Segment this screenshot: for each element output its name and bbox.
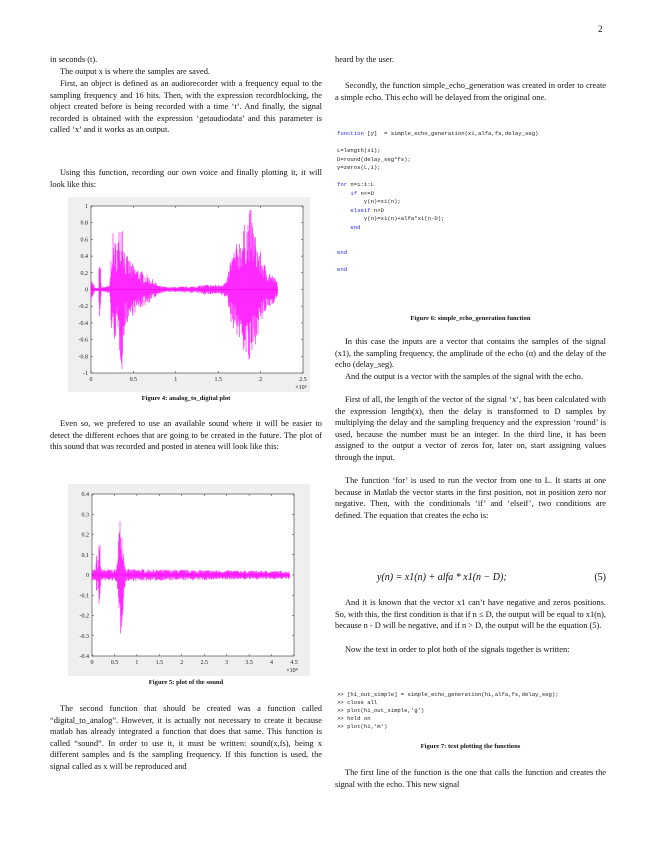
y-tick-label: -0.8 — [78, 354, 88, 361]
code-line — [337, 181, 538, 190]
code-line: >> plot(hi_out_simple,'g') — [337, 707, 425, 714]
x-tick-label: 2.5 — [200, 660, 208, 666]
y-tick-label: 0.3 — [81, 512, 89, 519]
equation-text: y(n) = x1(n) + alfa * x1(n − D); — [377, 572, 507, 583]
paragraph: in seconds (t). — [50, 55, 98, 64]
paragraph: First, an object is defined as an audiorecorder with a frequency equal to the sampling frequency and 16 bits. Then, with the expression recordblocking, the object created before is being recorded with a time ‘t’. And finally, the signal recorded is obtained with the expression ‘getaudiodata’ and this parameter is called ‘x’ and it works as an output. — [50, 79, 322, 135]
code-line — [337, 232, 538, 241]
code-text: n>D — [370, 206, 385, 214]
x-tick-label: 1.5 — [155, 660, 164, 666]
figure-4-chart — [68, 197, 310, 392]
paragraph: Now the text in order to plot both of the signals together is written: — [345, 645, 570, 654]
paragraph: And it is known that the vector x1 can’t have negative and zeros positions. So, with this, the first condition is that if n ≤ D, the output will be equal to x1(n), because n - D will be negative, and if n > D, the output will be the equation (5). — [335, 598, 606, 631]
code-keyword: for — [337, 181, 348, 188]
y-tick-label: 0.2 — [80, 270, 88, 277]
code-keyword: if — [337, 189, 358, 197]
y-tick-label: -0.1 — [79, 593, 89, 600]
y-tick-label: -0.2 — [79, 613, 89, 620]
y-tick-label: -0.6 — [78, 337, 88, 344]
code-line — [337, 266, 538, 275]
code-line — [337, 130, 538, 139]
code-line — [337, 147, 538, 156]
y-tick-label: 0.1 — [81, 552, 89, 559]
x-tick-label: 0.5 — [110, 660, 119, 666]
code-line — [337, 207, 538, 216]
figure-5-plot — [68, 484, 310, 676]
x-tick-label: 2 — [259, 377, 263, 383]
code-line — [337, 224, 538, 233]
code-block-simple-echo — [337, 130, 538, 275]
x-tick-label: 0.5 — [129, 377, 138, 383]
equation-number: (5) — [594, 572, 606, 583]
paragraph: Using this function, recording our own voice and finally plotting it, it will look like this: — [50, 168, 322, 189]
x-tick-label: 4.5 — [290, 660, 298, 666]
y-tick-label: -0.4 — [79, 654, 89, 660]
paragraph: heard by the user. — [335, 55, 395, 64]
x-tick-label: 4 — [270, 660, 274, 666]
code-line: >> [hi_out_simple] = simple_echo_generation(hi,alfa,fs,delay_seg); — [337, 691, 559, 698]
paragraph: First of all, the length of the vector of the signal ‘x’, has been calculated with the expression length(x), then the delay is transformed to D samples by multiplying the delay and the sampling frequency and the expression ‘round’ is used, because the number must be an integer. In the third line, it has been assigned to the output a vector of zeros for, later on, start assigning values through the input. — [335, 395, 606, 462]
x-tick-label: 2 — [180, 660, 184, 666]
x-tick-label: 1 — [135, 660, 139, 666]
paragraph: The function ‘for’ is used to run the vector from one to L. It starts at one because in Matlab the vector starts in the first position, not in position zero nor negative. Then, with the conditionals ‘if’ and ‘elseif’, two conditions are defined. The equation that creates the echo is: — [335, 476, 606, 520]
y-tick-label: 1 — [85, 204, 88, 210]
code-line: >> hold on — [337, 715, 371, 722]
y-tick-label: -0.3 — [79, 633, 89, 640]
page-number: 2 — [598, 24, 603, 34]
code-line — [337, 190, 538, 199]
y-tick-label: -0.4 — [78, 320, 88, 327]
code-line — [337, 164, 538, 173]
y-tick-label: 0 — [85, 287, 88, 294]
code-text: D=round(delay_seg*fs); — [337, 155, 411, 163]
x-tick-label: 1 — [174, 377, 178, 383]
code-text: n=1:1:L — [347, 181, 374, 188]
y-tick-label: -1 — [83, 371, 88, 377]
paragraph: The first line of the function is the one that calls the function and creates the signal with the echo. This new signal — [335, 768, 606, 789]
figure-5-caption: Figure 5: plot of the sound — [148, 679, 224, 686]
paragraph: The output x is where the samples are saved. — [60, 67, 211, 76]
code-text: y=zeros(L,1); — [337, 164, 381, 171]
y-tick-label: 0.4 — [81, 492, 89, 498]
code-keyword: end — [337, 266, 348, 273]
x-tick-label: 0 — [89, 377, 93, 383]
code-line — [337, 139, 538, 148]
x-tick-label: 1.5 — [214, 377, 222, 383]
figure-6-caption: Figure 6: simple_echo_generation function — [410, 315, 531, 322]
code-block-plot-commands — [337, 691, 559, 731]
code-text: y(n)=x1(n); — [337, 198, 401, 205]
code-line: >> close all — [337, 699, 378, 706]
paragraph: Secondly, the function simple_echo_generation was created in order to create a simple echo. This echo will be delayed from the original one. — [335, 81, 606, 102]
code-line — [337, 249, 538, 258]
code-line — [337, 258, 538, 267]
code-line — [337, 156, 538, 165]
code-keyword: end — [337, 249, 348, 256]
x-tick-label: 3.5 — [245, 660, 253, 666]
y-tick-label: 0.2 — [81, 532, 89, 539]
paragraph: In this case the inputs are a vector that contains the samples of the signal (x1), the sampling frequency, the amplitude of the echo (α) and the delay of the echo (delay_seg). — [335, 337, 606, 370]
figure-4-caption: Figure 4: analog_to_digital plot — [141, 395, 231, 402]
y-tick-label: 0.6 — [80, 237, 88, 244]
code-text: L=length(x1); — [337, 147, 381, 154]
code-line — [337, 198, 538, 207]
paragraph: The second function that should be created was a function called “digital_to_analog”. However, it is actually not necessary to create it because matlab has already integrated a function that does that same. This function is called “sound”. In order to use it, it must be written: sound(x,fs), being x different samples and fs the sampling frequency. If this function is used, the signal called as x will be reproduced and — [50, 704, 322, 771]
code-text: n<=D — [357, 189, 374, 197]
figure-5-chart — [68, 484, 310, 676]
x-multiplier-label: ×10⁴ — [286, 668, 298, 674]
x-tick-label: 3 — [225, 660, 229, 666]
y-tick-label: 0.8 — [80, 220, 88, 227]
figure-7-caption: Figure 7: text plotting the functions — [420, 743, 521, 750]
x-tick-label: 2.5 — [299, 377, 307, 383]
y-tick-label: 0.4 — [80, 254, 88, 261]
code-keyword: elseif — [337, 206, 371, 214]
figure-4-plot — [68, 197, 310, 392]
code-keyword: end — [337, 223, 361, 231]
y-tick-label: 0 — [86, 573, 89, 579]
code-keyword: function — [337, 130, 364, 137]
code-line — [337, 215, 538, 224]
code-text: [y] = simple_echo_generation(x1,alfa,fs,delay_seg) — [363, 130, 539, 137]
x-multiplier-label: ×10⁵ — [295, 385, 307, 391]
code-line — [337, 173, 538, 182]
y-tick-label: -0.2 — [78, 304, 88, 311]
code-line — [337, 241, 538, 250]
paragraph: And the output is a vector with the samples of the signal with the echo. — [345, 372, 583, 381]
code-line: >> plot(hi,'m') — [337, 723, 388, 730]
x-tick-label: 0 — [90, 660, 94, 666]
code-text: y(n)=x1(n)+alfa*x1(n-D); — [337, 215, 445, 222]
paragraph: Even so, we prefered to use an available sound where it will be easier to detect the different echoes that are going to be created in the future. The plot of this sound that was recorded and posted in atenea will look like this: — [50, 419, 322, 452]
